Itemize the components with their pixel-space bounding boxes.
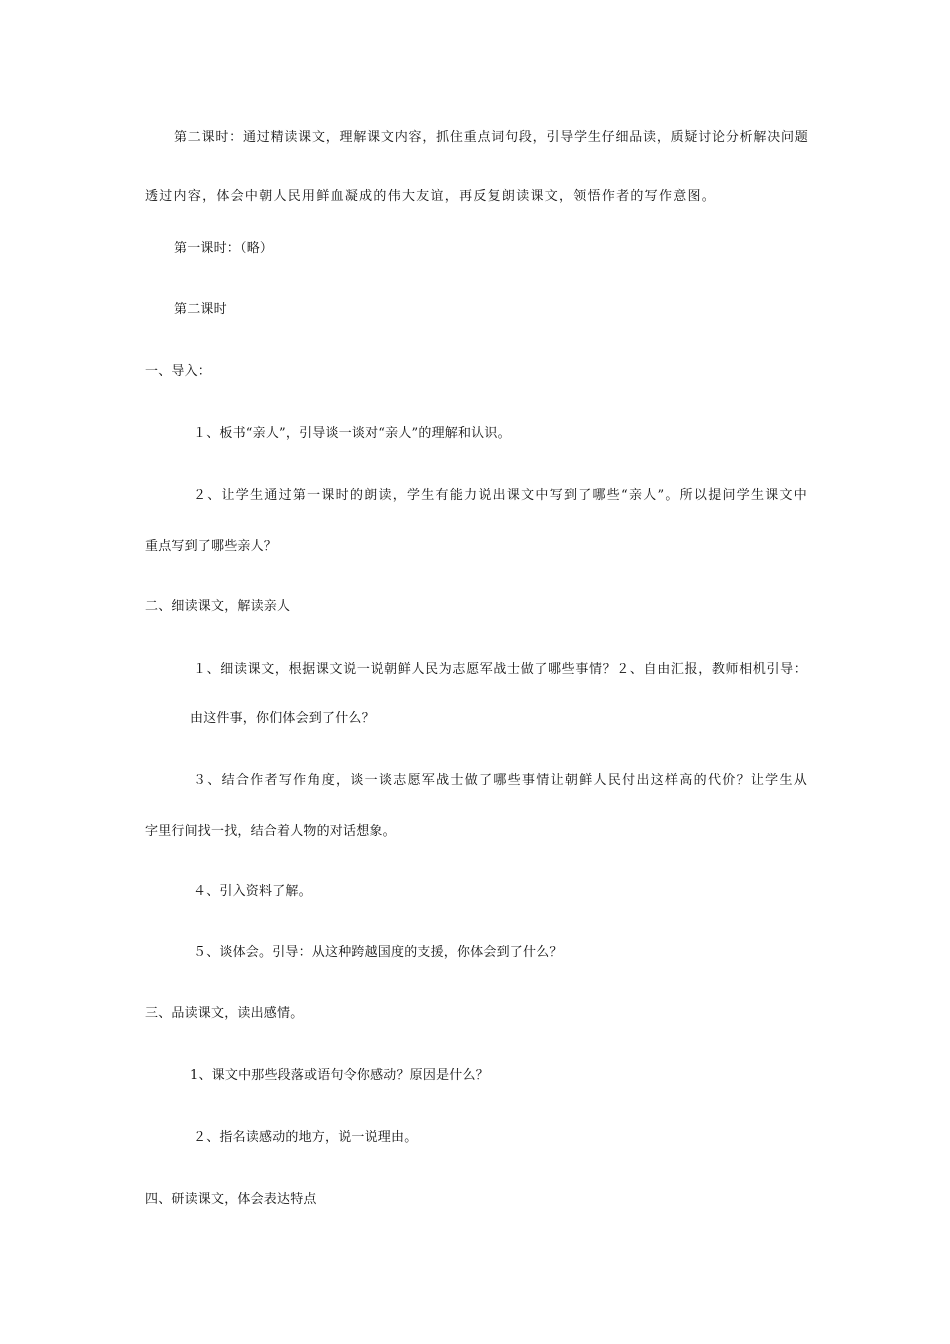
close-reading-item-5: ５、谈体会。引导：从这种跨越国度的支援，你体会到了什么？ <box>193 945 563 960</box>
section-heading-intro: 一、导入： <box>145 364 212 379</box>
intro-item-2-line-1: ２、让学生通过第一课时的朗读，学生有能力说出课文中写到了哪些“亲人”。所以提问学生课文中 <box>193 488 807 503</box>
close-reading-item-3-line-2: 字里行间找一找，结合着人物的对话想象。 <box>145 824 396 839</box>
paragraph-lesson-goal-line-2: 透过内容，体会中朝人民用鲜血凝成的伟大友谊，再反复朗读课文，领悟作者的写作意图。 <box>145 189 715 204</box>
lesson-two-heading: 第二课时 <box>174 302 227 317</box>
intro-item-1: １、板书“亲人”，引导谈一谈对“亲人”的理解和认识。 <box>193 426 511 441</box>
close-reading-item-3-line-1: ３、结合作者写作角度，谈一谈志愿军战士做了哪些事情让朝鲜人民付出这样高的代价？让学生从 <box>193 773 807 788</box>
paragraph-lesson-goal-line-1: 第二课时：通过精读课文，理解课文内容，抓住重点词句段，引导学生仔细品读，质疑讨论分析解决问题 <box>174 130 808 145</box>
section-heading-appreciation: 三、品读课文，读出感情。 <box>145 1006 304 1021</box>
section-heading-close-reading: 二、细读课文，解读亲人 <box>145 599 291 614</box>
appreciation-item-2: ２、指名读感动的地方，说一说理由。 <box>193 1130 418 1145</box>
close-reading-item-4: ４、引入资料了解。 <box>193 884 312 899</box>
appreciation-item-1: 1、课文中那些段落或语句令你感动？原因是什么？ <box>190 1068 489 1083</box>
close-reading-item-1-line-2: 由这件事，你们体会到了什么？ <box>190 711 375 726</box>
lesson-one-note: 第一课时：（略） <box>174 241 274 256</box>
section-heading-expression: 四、研读课文，体会表达特点 <box>145 1192 317 1207</box>
close-reading-item-1-line-1: １、细读课文，根据课文说一说朝鲜人民为志愿军战士做了哪些事情？２、自由汇报，教师相机引导： <box>193 662 807 677</box>
intro-item-2-line-2: 重点写到了哪些亲人？ <box>145 539 278 554</box>
